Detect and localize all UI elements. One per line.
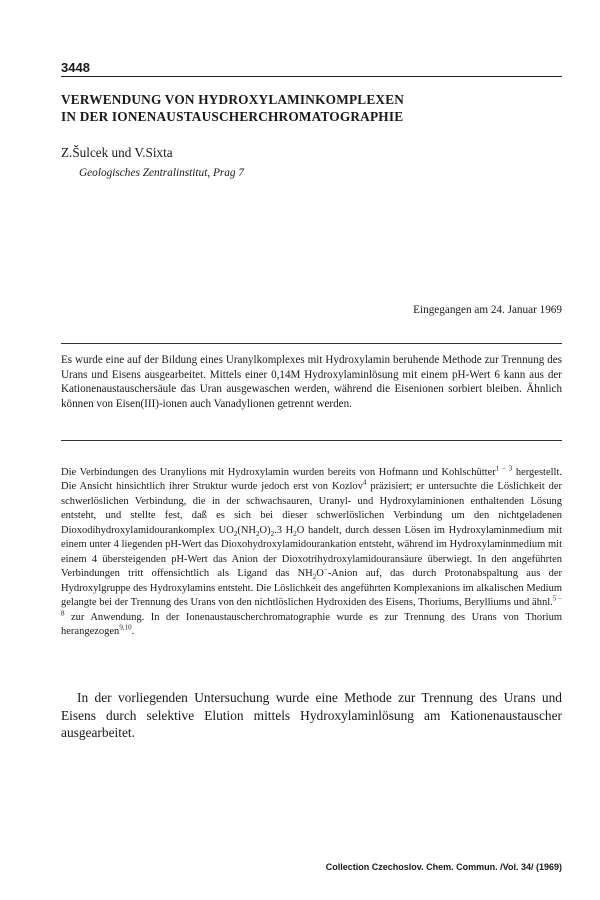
text-run: präzisiert; er untersuchte die Löslichkeit der schwerlöslichen Verbindung, die in der schwachsauren, Uranyl- und Hydroxylaminionen enthaltenden Lösung entsteht, und stellte fest, daß es sich bei dieser schwerlöslichen Verbindung um den nichtgeladenen Dioxodihydroxylamidourankomplex UO <box>61 481 562 536</box>
reference-marker: 5 − 8 <box>61 594 563 618</box>
article-title <box>61 91 562 125</box>
reference-marker: 4 <box>362 478 367 487</box>
abstract-rule-top <box>61 343 562 344</box>
received-date: Eingegangen am 24. Januar 1969 <box>413 304 562 316</box>
page-number: 3448 <box>61 60 90 75</box>
text-run: O) <box>259 524 271 536</box>
text-run: . <box>131 625 135 637</box>
subscript: 2 <box>233 529 238 538</box>
subscript: 2 <box>256 529 260 538</box>
journal-footer: Collection Czechoslov. Chem. Commun. /Vol. 34/ (1969) <box>325 862 562 872</box>
title-line-2: IN DER IONENAUSTAUSCHERCHROMATOGRAPHIE <box>61 109 404 124</box>
text-run: O <box>316 568 324 580</box>
text-run: zur Anwendung. In der Ionenaustauscherchromatographie wurde es zur Trennung des Urans von Thorium herangezogen <box>61 611 562 637</box>
text-run: -Anion auf, das durch Protonabspaltung aus der Hydroxylgruppe des Hydroxylamins entsteht. Die Löslichkeit des angeführten Komplexanions im alkalischen Medium gelangte bei der Trennung des Urans von den nichtlöslichen Hydroxiden des Eisens, Thoriums, Berylliums und ähnl. <box>61 568 562 609</box>
reference-marker: 9,10 <box>119 623 132 632</box>
superscript-charge: − <box>323 565 328 574</box>
abstract: Es wurde eine auf der Bildung eines Uranylkomplexes mit Hydroxylamin beruhende Methode zur Trennung des Urans und Eisens ausgearbeitet. Mittels einer 0,14M Hydroxylaminlösung mit einem pH-Wert 6 kann aus der Kationenaustauschersäule das Uran ausgewaschen werden, während die Eisenionen sorbiert bleiben. Ähnlich können von Eisen(III)-ionen auch Vanadylionen getrennt werden. <box>61 354 562 410</box>
body-paragraph-2: In der vorliegenden Untersuchung wurde eine Methode zur Trennung des Urans und Eisens durch selektive Elution mittels Hydroxylaminlösung am Kationenaustauscher ausgearbeitet. <box>61 690 562 741</box>
text-run: hergestellt. Die Ansicht hinsichtlich ihrer Struktur wurde jedoch erst von Kozlov <box>61 467 562 493</box>
abstract-rule-bottom <box>61 440 562 441</box>
body-paragraph-1 <box>61 466 562 639</box>
text-run: .3 H <box>274 524 294 536</box>
subscript: 2 <box>293 529 297 538</box>
affiliation: Geologisches Zentralinstitut, Prag 7 <box>79 167 245 179</box>
reference-marker: 1 − 3 <box>495 464 513 473</box>
subscript: 2 <box>312 573 317 582</box>
title-line-1: VERWENDUNG VON HYDROXYLAMINKOMPLEXEN <box>61 92 405 107</box>
text-run: (NH <box>237 524 257 536</box>
subscript: 2 <box>270 529 275 538</box>
text-run: O handelt, durch dessen Lösen im Hydroxylaminmedium mit einem unter 4 liegenden pH-Wert das Dioxohydroxylamidourankation entsteht, während im Hydroxylaminmedium mit einem 4 übersteigenden pH-Wert das Anion der Dioxotrihydroxylamidouransäure überwiegt. In den angeführten Verbindungen tritt offensichtlich als Ligand das NH <box>61 524 562 580</box>
text-run: Die Verbindungen des Uranylions mit Hydroxylamin wurden bereits von Hofmann und Kohlschütter <box>61 467 496 478</box>
header-rule <box>61 76 562 77</box>
authors: Z.Šulcek und V.Sixta <box>61 145 173 160</box>
